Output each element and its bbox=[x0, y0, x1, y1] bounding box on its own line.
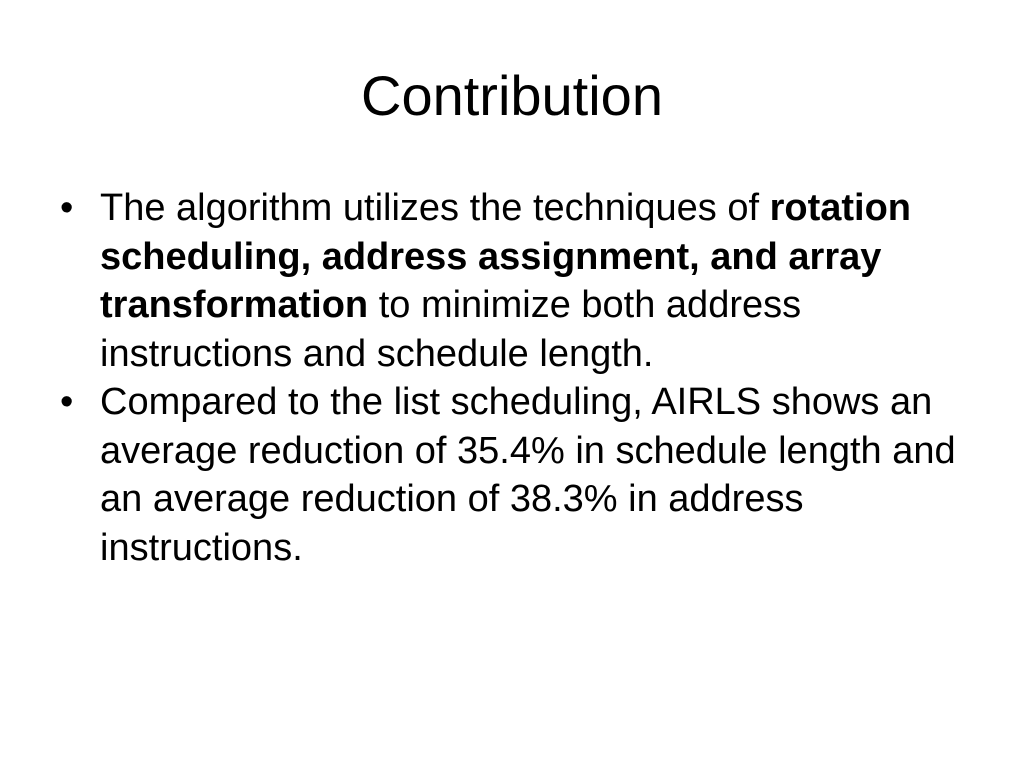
bullet-text-part: to minimize both address instructions and schedule length. bbox=[100, 284, 802, 375]
bullet-item bbox=[60, 378, 970, 572]
bullet-icon: • bbox=[60, 187, 74, 229]
bullet-text-bold: rotation scheduling, address assignment, and array transformation bbox=[100, 187, 912, 326]
bullet-text bbox=[100, 187, 911, 375]
slide-title: Contribution bbox=[361, 64, 663, 127]
bullet-item bbox=[60, 184, 970, 378]
bullet-icon: • bbox=[60, 381, 74, 423]
bullet-text-part: The algorithm utilizes the techniques of bbox=[100, 187, 770, 229]
bullet-text: Compared to the list scheduling, AIRLS shows an average reduction of 35.4% in schedule length and an average reduction of 38.3% in address instructions. bbox=[100, 381, 956, 569]
bullet-list bbox=[60, 184, 970, 572]
